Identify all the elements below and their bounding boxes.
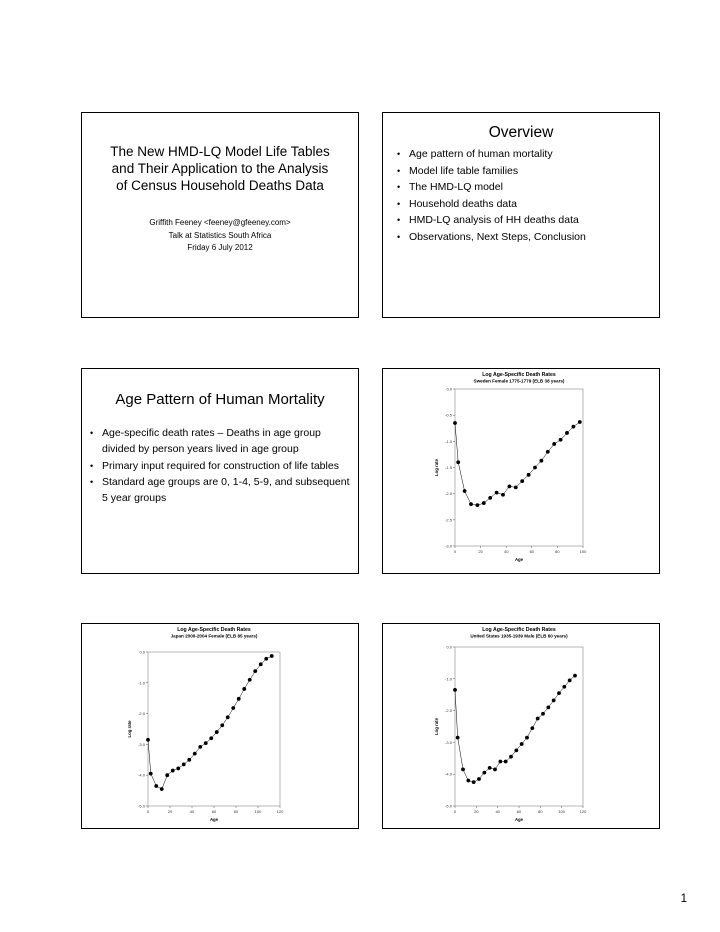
x-tick-label: 120: [276, 809, 284, 814]
data-point: [525, 736, 529, 740]
data-point: [182, 763, 186, 767]
x-tick-label: 100: [254, 809, 262, 814]
y-tick-label: 0.0: [446, 386, 452, 392]
chart-title: Log Age-Specific Death Rates: [482, 627, 556, 633]
data-point: [568, 678, 572, 682]
x-tick-label: 0: [453, 809, 457, 814]
age-pattern-bullets: [90, 425, 354, 506]
y-axis-label: Log rate: [434, 459, 439, 476]
data-point: [456, 460, 460, 464]
age-pattern-title: Age Pattern of Human Mortality: [115, 391, 325, 408]
overview-bullet: • Model life table families: [397, 163, 655, 180]
y-tick-label: -2.0: [445, 491, 452, 497]
y-tick-label: 0.0: [139, 649, 145, 655]
data-point: [562, 685, 566, 689]
data-point: [552, 442, 556, 446]
x-tick-label: 80: [538, 809, 543, 814]
overview-bullets: [397, 146, 655, 246]
overview-bullet: • Household deaths data: [397, 196, 655, 213]
talk-date: Friday 6 July 2012: [187, 243, 253, 252]
x-tick-label: 0: [453, 549, 457, 554]
y-tick-label: -2.0: [138, 711, 145, 717]
series-line: [455, 422, 580, 505]
author-name: Griffith Feeney <feeney@gfeeney.com>: [149, 218, 291, 227]
data-point: [482, 771, 486, 775]
y-tick-label: -2.0: [445, 708, 452, 714]
y-tick-label: -1.5: [445, 465, 452, 470]
author-block: [82, 217, 358, 255]
y-tick-label: -2.5: [445, 517, 452, 523]
age-pattern-bullet: • Standard age groups are 0, 1-4, 5-9, and subsequent 5 year groups: [90, 474, 354, 507]
y-tick-label: -4.0: [138, 772, 145, 778]
x-axis-label: Age: [514, 817, 524, 822]
slide-2-overview: [382, 112, 660, 318]
data-point: [248, 678, 252, 682]
slide-3-age-pattern: [81, 368, 359, 574]
data-point: [270, 654, 274, 658]
chart-subtitle: Sweden Female 1775-1779 (ELB 38 years): [473, 378, 565, 384]
data-point: [204, 741, 208, 745]
data-point: [477, 777, 481, 781]
data-point: [466, 779, 470, 783]
slide-5-japan-chart: [81, 623, 359, 829]
age-pattern-bullet: • Age-specific death rates – Deaths in age group divided by person years lived in age group: [90, 425, 354, 458]
plot-frame: [455, 389, 583, 546]
sweden-chart: [383, 369, 660, 574]
data-point: [149, 772, 153, 776]
data-point: [514, 485, 518, 489]
x-tick-label: 20: [167, 809, 173, 814]
data-point: [530, 726, 534, 730]
data-point: [533, 466, 537, 470]
data-point: [237, 697, 241, 701]
data-point: [171, 769, 175, 773]
slide-1-title: [81, 112, 359, 318]
y-tick-label: -3.0: [138, 741, 145, 747]
y-tick-label: -4.0: [445, 771, 452, 777]
chart-title: Log Age-Specific Death Rates: [482, 372, 556, 378]
y-tick-label: -5.0: [445, 803, 452, 809]
data-point: [453, 421, 457, 425]
x-tick-label: 60: [529, 549, 535, 554]
data-point: [215, 730, 219, 734]
y-tick-label: -1.0: [445, 438, 452, 444]
data-point: [472, 780, 476, 784]
data-point: [264, 657, 268, 661]
x-tick-label: 20: [478, 549, 483, 554]
us-chart: [383, 624, 660, 829]
x-tick-label: 60: [211, 809, 217, 814]
x-tick-label: 100: [558, 809, 566, 814]
data-point: [461, 768, 465, 772]
x-tick-label: 80: [233, 809, 239, 814]
data-point: [154, 784, 158, 788]
overview-bullet: • HMD-LQ analysis of HH deaths data: [397, 212, 655, 229]
data-point: [488, 766, 492, 770]
data-point: [146, 738, 150, 742]
data-point: [565, 431, 569, 435]
data-point: [160, 787, 164, 791]
data-point: [187, 758, 191, 762]
title-line-2: and Their Application to the Analysis: [111, 161, 329, 176]
x-axis-label: Age: [209, 817, 219, 822]
overview-bullet: • Observations, Next Steps, Conclusion: [397, 229, 655, 246]
overview-bullet: • Age pattern of human mortality: [397, 146, 655, 163]
data-point: [259, 662, 263, 666]
title-line-3: of Census Household Deaths Data: [116, 178, 324, 193]
x-tick-label: 40: [189, 809, 195, 814]
data-point: [498, 760, 502, 764]
data-point: [453, 688, 457, 692]
data-point: [541, 712, 545, 716]
japan-chart: [82, 624, 359, 829]
data-point: [520, 742, 524, 746]
y-tick-label: -1.0: [445, 676, 452, 682]
data-point: [573, 674, 577, 678]
data-point: [176, 767, 180, 771]
x-tick-label: 40: [503, 549, 509, 554]
data-point: [536, 717, 540, 721]
data-point: [557, 691, 561, 695]
title-line-1: The New HMD-LQ Model Life Tables: [110, 144, 330, 159]
data-point: [253, 669, 257, 673]
x-axis-label: Age: [514, 557, 524, 562]
data-point: [578, 420, 582, 424]
slide-4-sweden-chart: [382, 368, 660, 574]
chart-subtitle: United States 1935-1939 Male (ELB 60 years): [470, 633, 568, 639]
data-point: [493, 768, 497, 772]
y-tick-label: -1.0: [138, 680, 145, 686]
x-tick-label: 60: [516, 809, 522, 814]
data-point: [226, 715, 230, 719]
data-point: [508, 484, 512, 488]
data-point: [476, 503, 480, 507]
age-pattern-bullet: • Primary input required for construction of life tables: [90, 458, 354, 474]
x-tick-label: 80: [555, 549, 560, 554]
y-tick-label: -5.0: [138, 803, 145, 809]
data-point: [463, 489, 467, 493]
overview-bullet: • The HMD-LQ model: [397, 179, 655, 196]
data-point: [165, 773, 169, 777]
data-point: [242, 687, 246, 691]
series-line: [455, 676, 575, 783]
series-line: [148, 656, 272, 789]
data-point: [559, 438, 563, 442]
data-point: [546, 706, 550, 710]
data-point: [546, 450, 550, 454]
x-tick-label: 120: [579, 809, 587, 814]
data-point: [482, 501, 486, 505]
data-point: [540, 459, 544, 463]
data-point: [488, 496, 492, 500]
x-tick-label: 100: [579, 549, 587, 554]
data-point: [501, 493, 505, 497]
plot-frame: [148, 652, 280, 806]
slide-6-us-chart: [382, 623, 660, 829]
overview-title: Overview: [488, 124, 554, 141]
data-point: [198, 745, 202, 749]
venue: Talk at Statistics South Africa: [168, 230, 272, 240]
data-point: [527, 473, 531, 477]
data-point: [209, 736, 213, 740]
x-tick-label: 0: [146, 809, 150, 814]
data-point: [193, 752, 197, 756]
page-number: 1: [680, 893, 687, 905]
y-tick-label: 0.0: [446, 644, 452, 650]
data-point: [495, 491, 499, 495]
data-point: [469, 502, 473, 506]
y-axis-label: Log rate: [127, 720, 132, 738]
chart-subtitle: Japan 2000-2004 Female (ELB 85 years): [170, 633, 258, 639]
y-tick-label: -3.0: [445, 739, 452, 745]
data-point: [231, 706, 235, 710]
y-tick-label: -0.5: [445, 412, 452, 418]
y-axis-label: Log rate: [434, 718, 439, 735]
data-point: [552, 699, 556, 703]
data-point: [520, 479, 524, 483]
chart-title: Log Age-Specific Death Rates: [177, 627, 251, 633]
x-tick-label: 20: [474, 809, 479, 814]
data-point: [456, 736, 460, 740]
x-tick-label: 40: [495, 809, 500, 814]
data-point: [572, 425, 576, 429]
data-point: [220, 723, 224, 727]
data-point: [509, 755, 513, 759]
data-point: [514, 748, 518, 752]
presentation-title: [82, 143, 358, 194]
data-point: [504, 760, 508, 764]
y-tick-label: -3.0: [445, 543, 452, 549]
